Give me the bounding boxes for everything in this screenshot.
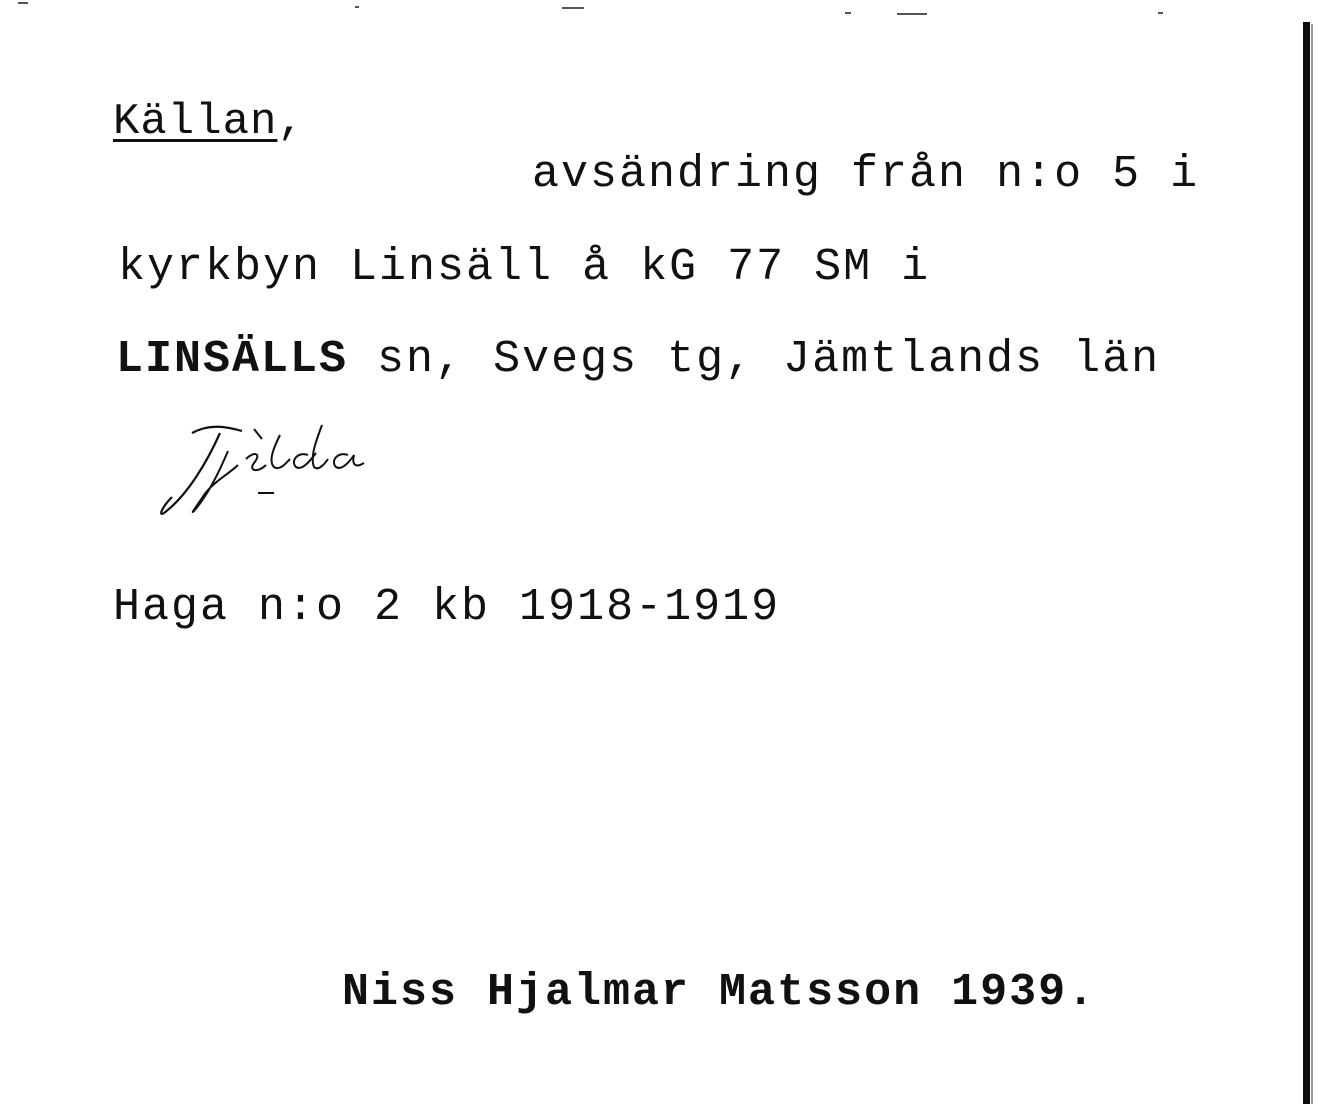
handwritten-word xyxy=(150,415,390,525)
text-line-2: kyrkbyn Linsäll å kG 77 SM i xyxy=(118,242,931,293)
text-line-3 xyxy=(116,334,1161,385)
scan-speck xyxy=(18,2,28,4)
text-line-1: avsändring från n:o 5 i xyxy=(532,149,1200,200)
card-title xyxy=(113,97,305,147)
scan-speck xyxy=(562,7,584,9)
handwritten-word-text: Fjelda xyxy=(150,415,154,416)
scan-speck xyxy=(355,6,359,8)
title-word: Källan xyxy=(113,97,278,147)
scan-speck xyxy=(845,12,851,14)
card-edge-faint xyxy=(1311,24,1313,1104)
scan-speck xyxy=(897,13,927,15)
title-punctuation: , xyxy=(277,97,305,147)
card-edge-shadow xyxy=(1303,22,1310,1104)
location-detail: sn, Svegs tg, Jämtlands län xyxy=(348,334,1161,385)
scan-speck xyxy=(1158,12,1163,14)
parish-name: LINSÄLLS xyxy=(116,334,349,385)
author-signature-line: Niss Hjalmar Matsson 1939. xyxy=(342,967,1097,1018)
text-line-4: Haga n:o 2 kb 1918-1919 xyxy=(113,582,781,633)
